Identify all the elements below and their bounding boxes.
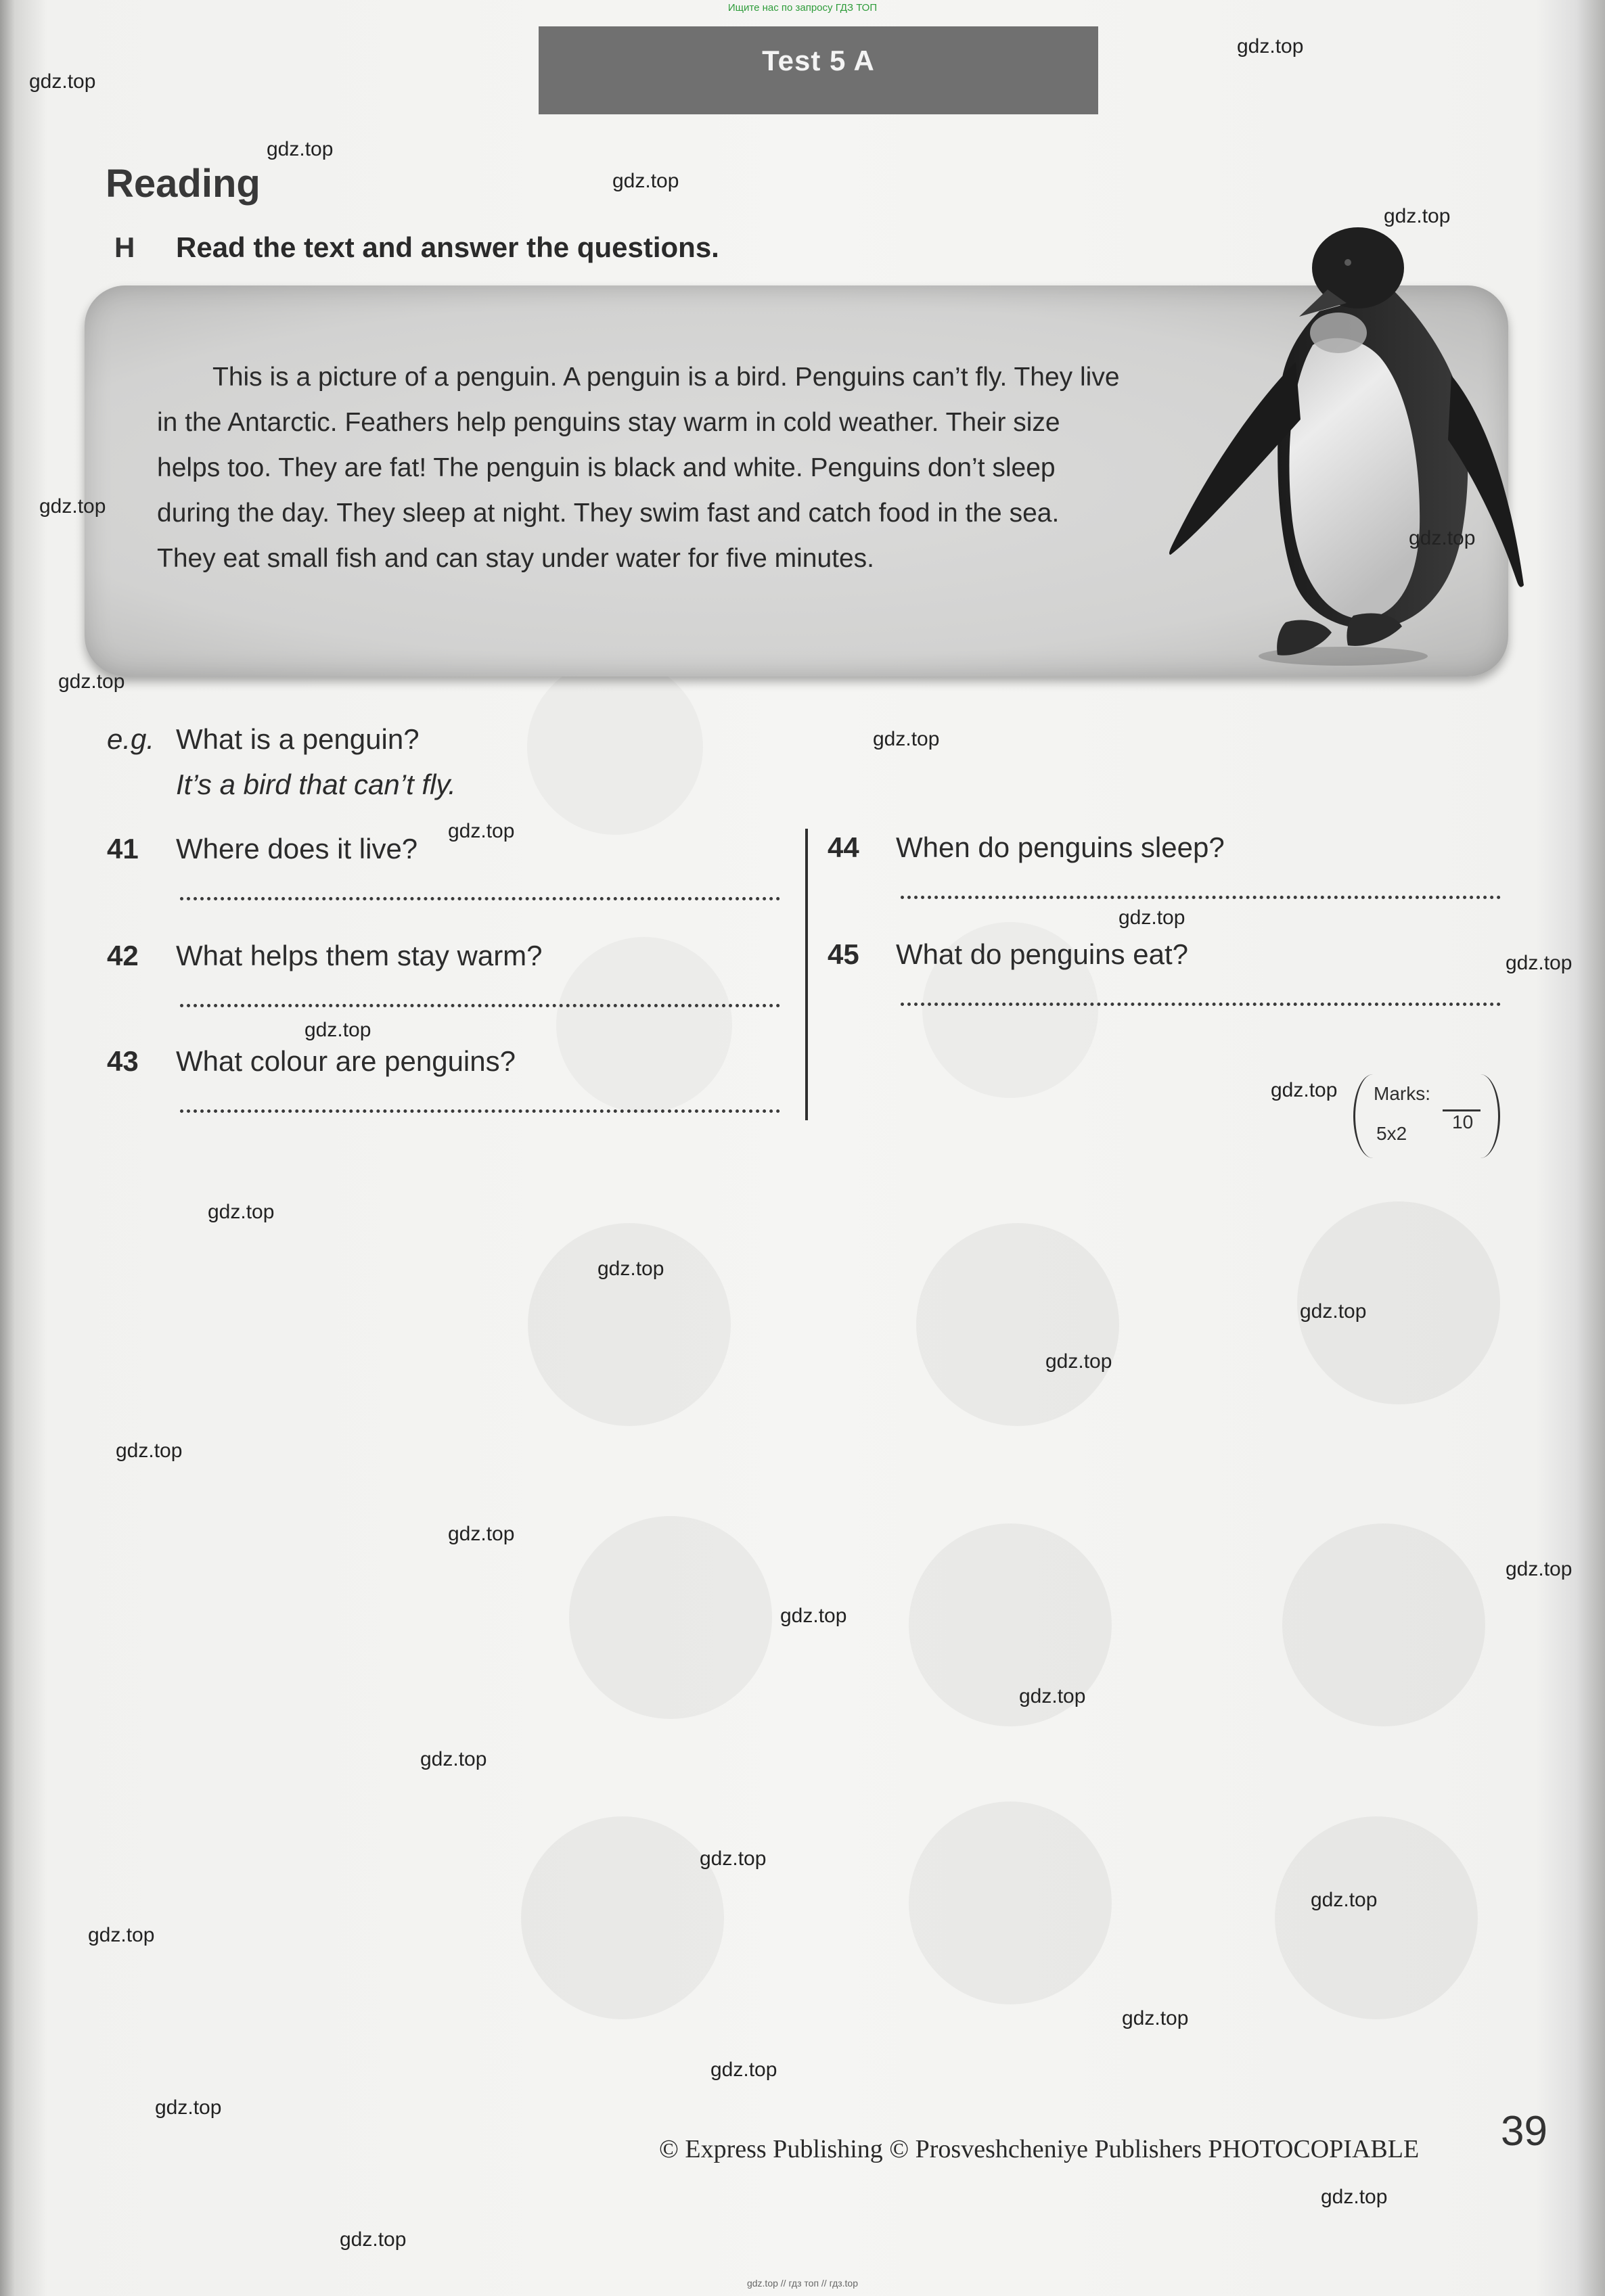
bleed-through-circle [528, 1223, 731, 1426]
watermark: gdz.top [1506, 952, 1573, 974]
passage-line: helps too. They are fat! The penguin is black and white. Penguins don’t sleep [157, 453, 1056, 482]
bleed-through-circle [569, 1516, 772, 1719]
penguin-illustration [1150, 216, 1543, 676]
task-letter: H [114, 231, 135, 263]
bleed-through-circle [521, 1816, 724, 2019]
bleed-through-circle [556, 937, 732, 1113]
page-number: 39 [1501, 2108, 1547, 2155]
watermark: gdz.top [700, 1847, 767, 1870]
watermark: gdz.top [29, 70, 96, 93]
watermark: gdz.top [1122, 2007, 1189, 2029]
answer-line-43 [180, 1109, 780, 1113]
bleed-through-circle [1275, 1816, 1478, 2019]
watermark: gdz.top [710, 2059, 777, 2081]
section-title: Reading [106, 162, 261, 206]
watermark: gdz.top [597, 1258, 664, 1280]
question-text: Where does it live? [176, 833, 418, 865]
watermark: gdz.top [1409, 527, 1476, 549]
test-title: Test 5 A [762, 45, 875, 76]
footer-copyright [659, 2136, 1419, 2162]
photocopiable-label: PHOTOCOPIABLE [1208, 2135, 1420, 2163]
question-number: 44 [828, 831, 859, 863]
watermark: gdz.top [88, 1924, 155, 1946]
marks-total: 10 [1452, 1111, 1474, 1132]
question-text: What helps them stay warm? [176, 940, 543, 971]
example-question: What is a penguin? [176, 723, 420, 755]
question-number: 41 [107, 833, 139, 865]
watermark: gdz.top [1321, 2186, 1388, 2208]
watermark: gdz.top [1506, 1558, 1573, 1580]
penguin-throat-patch [1310, 313, 1367, 353]
passage-line: in the Antarctic. Feathers help penguins stay warm in cold weather. Their size [157, 408, 1060, 437]
question-number: 45 [828, 938, 859, 970]
watermark: gdz.top [1311, 1889, 1378, 1911]
answer-line-45 [901, 1003, 1501, 1006]
watermark: gdz.top [267, 138, 334, 160]
answer-line-42 [180, 1004, 780, 1007]
watermark: gdz.top [116, 1440, 183, 1462]
watermark: gdz.top [1045, 1350, 1112, 1373]
watermark: gdz.top [1384, 205, 1451, 227]
watermark: gdz.top [1271, 1079, 1338, 1101]
penguin-eye [1344, 259, 1351, 266]
question-number: 42 [107, 940, 139, 971]
bleed-through-circle [916, 1223, 1119, 1426]
example-label: e.g. [107, 723, 155, 755]
watermark: gdz.top [780, 1605, 847, 1627]
example-answer: It’s a bird that can’t fly. [176, 768, 456, 800]
marks-bracket-right [1480, 1074, 1500, 1158]
watermark: gdz.top [155, 2096, 222, 2119]
question-number: 43 [107, 1045, 139, 1077]
marks-label: Marks: [1374, 1083, 1430, 1104]
watermark: gdz.top [612, 170, 679, 192]
answer-line-44 [901, 896, 1501, 899]
answer-line-41 [180, 897, 780, 900]
watermark: gdz.top [304, 1019, 371, 1041]
watermark: gdz.top [1118, 906, 1185, 929]
marks-breakdown: 5x2 [1376, 1123, 1407, 1144]
task-instruction: Read the text and answer the questions. [176, 231, 719, 263]
top-search-banner: Ищите нас по запросу ГДЗ ТОП [727, 2, 878, 14]
reading-passage [157, 354, 1120, 581]
watermark: gdz.top [58, 670, 125, 693]
bleed-through-circle [527, 659, 703, 835]
bottom-site-banner: gdz.top // гдз топ // гдз.top [746, 2278, 859, 2289]
passage-line: during the day. They sleep at night. They swim fast and catch food in the sea. [157, 499, 1060, 528]
watermark: gdz.top [1019, 1685, 1086, 1707]
column-divider [805, 829, 808, 1120]
watermark: gdz.top [340, 2228, 407, 2251]
watermark: gdz.top [873, 728, 940, 750]
copyright-text: © Express Publishing © Prosveshcheniye Publishers [659, 2135, 1202, 2163]
question-text: What do penguins eat? [896, 938, 1188, 970]
watermark: gdz.top [39, 495, 106, 518]
watermark: gdz.top [1237, 35, 1304, 58]
passage-line: This is a picture of a penguin. A penguin is a bird. Penguins can’t fly. They live [212, 363, 1120, 392]
watermark: gdz.top [1300, 1300, 1367, 1323]
test-header-bar [539, 26, 1098, 114]
watermark: gdz.top [420, 1748, 487, 1770]
marks-bracket-left [1353, 1074, 1373, 1158]
watermark: gdz.top [208, 1201, 275, 1223]
bleed-through-circle [1282, 1523, 1485, 1726]
watermark: gdz.top [448, 820, 515, 842]
passage-line: They eat small fish and can stay under water for five minutes. [157, 544, 874, 573]
question-text: What colour are penguins? [176, 1045, 516, 1077]
watermark: gdz.top [448, 1523, 515, 1545]
question-text: When do penguins sleep? [896, 831, 1225, 863]
bleed-through-circle [909, 1801, 1112, 2004]
